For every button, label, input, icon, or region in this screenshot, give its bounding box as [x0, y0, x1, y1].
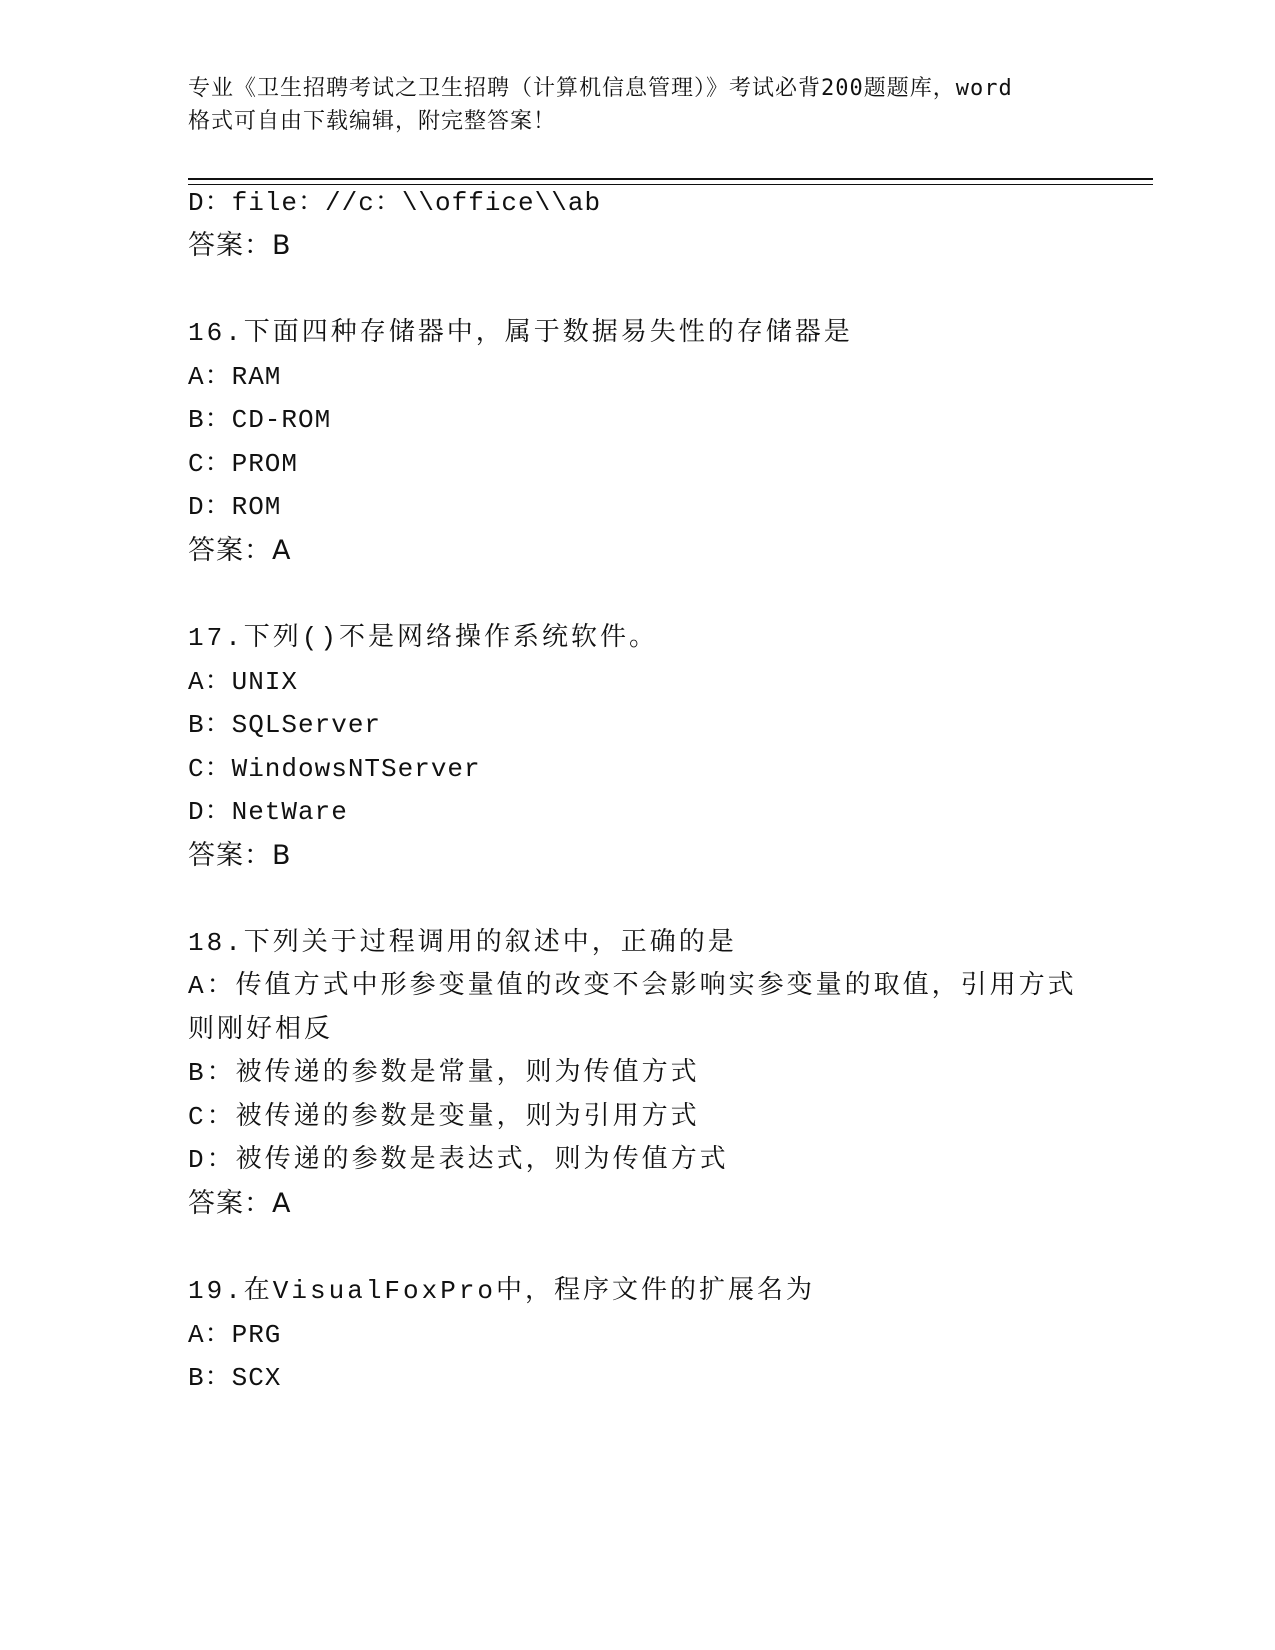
question-18-option-a: A：传值方式中形参变量值的改变不会影响实参变量的取值，引用方式 — [188, 971, 1077, 1001]
question-17-option-b: B：SQLServer — [188, 710, 382, 740]
question-18-option-a-continued: 则刚好相反 — [188, 1015, 334, 1045]
question-16-option-b: B：CD-ROM — [188, 405, 332, 435]
document-header — [188, 72, 1088, 138]
question-17-option-c: C：WindowsNTServer — [188, 754, 481, 784]
question-18-answer: 答案：A — [188, 1188, 292, 1219]
question-19-option-a: A：PRG — [188, 1320, 282, 1350]
question-18-option-b: B：被传递的参数是常量，则为传值方式 — [188, 1058, 700, 1088]
question-18-option-c: C：被传递的参数是变量，则为引用方式 — [188, 1102, 700, 1132]
question-17-option-a: A：UNIX — [188, 667, 299, 697]
question-17-answer: 答案：B — [188, 840, 292, 871]
question-17-option-d: D：NetWare — [188, 797, 348, 827]
header-line-2: 格式可自由下载编辑，附完整答案！ — [188, 109, 557, 134]
prev-answer: 答案：B — [188, 230, 292, 261]
question-17-stem: 17.下列()不是网络操作系统软件。 — [188, 623, 659, 653]
question-16-answer: 答案：A — [188, 535, 292, 566]
header-line-1: 专业《卫生招聘考试之卫生招聘（计算机信息管理）》考试必背200题题库，word — [188, 76, 1013, 101]
prev-option-d: D：file：//c：\\office\\ab — [188, 188, 602, 218]
question-16-option-a: A：RAM — [188, 362, 282, 392]
question-19-stem: 19.在VisualFoxPro中，程序文件的扩展名为 — [188, 1276, 816, 1306]
question-16-option-c: C：PROM — [188, 449, 299, 479]
header-divider-thick — [188, 178, 1153, 180]
question-19-option-b: B：SCX — [188, 1363, 282, 1393]
header-divider-thin — [188, 184, 1153, 185]
question-16-option-d: D：ROM — [188, 492, 282, 522]
question-18-option-d: D：被传递的参数是表达式，则为传值方式 — [188, 1145, 729, 1175]
question-18-stem: 18.下列关于过程调用的叙述中，正确的是 — [188, 928, 737, 958]
question-16-stem: 16.下面四种存储器中，属于数据易失性的存储器是 — [188, 318, 853, 348]
